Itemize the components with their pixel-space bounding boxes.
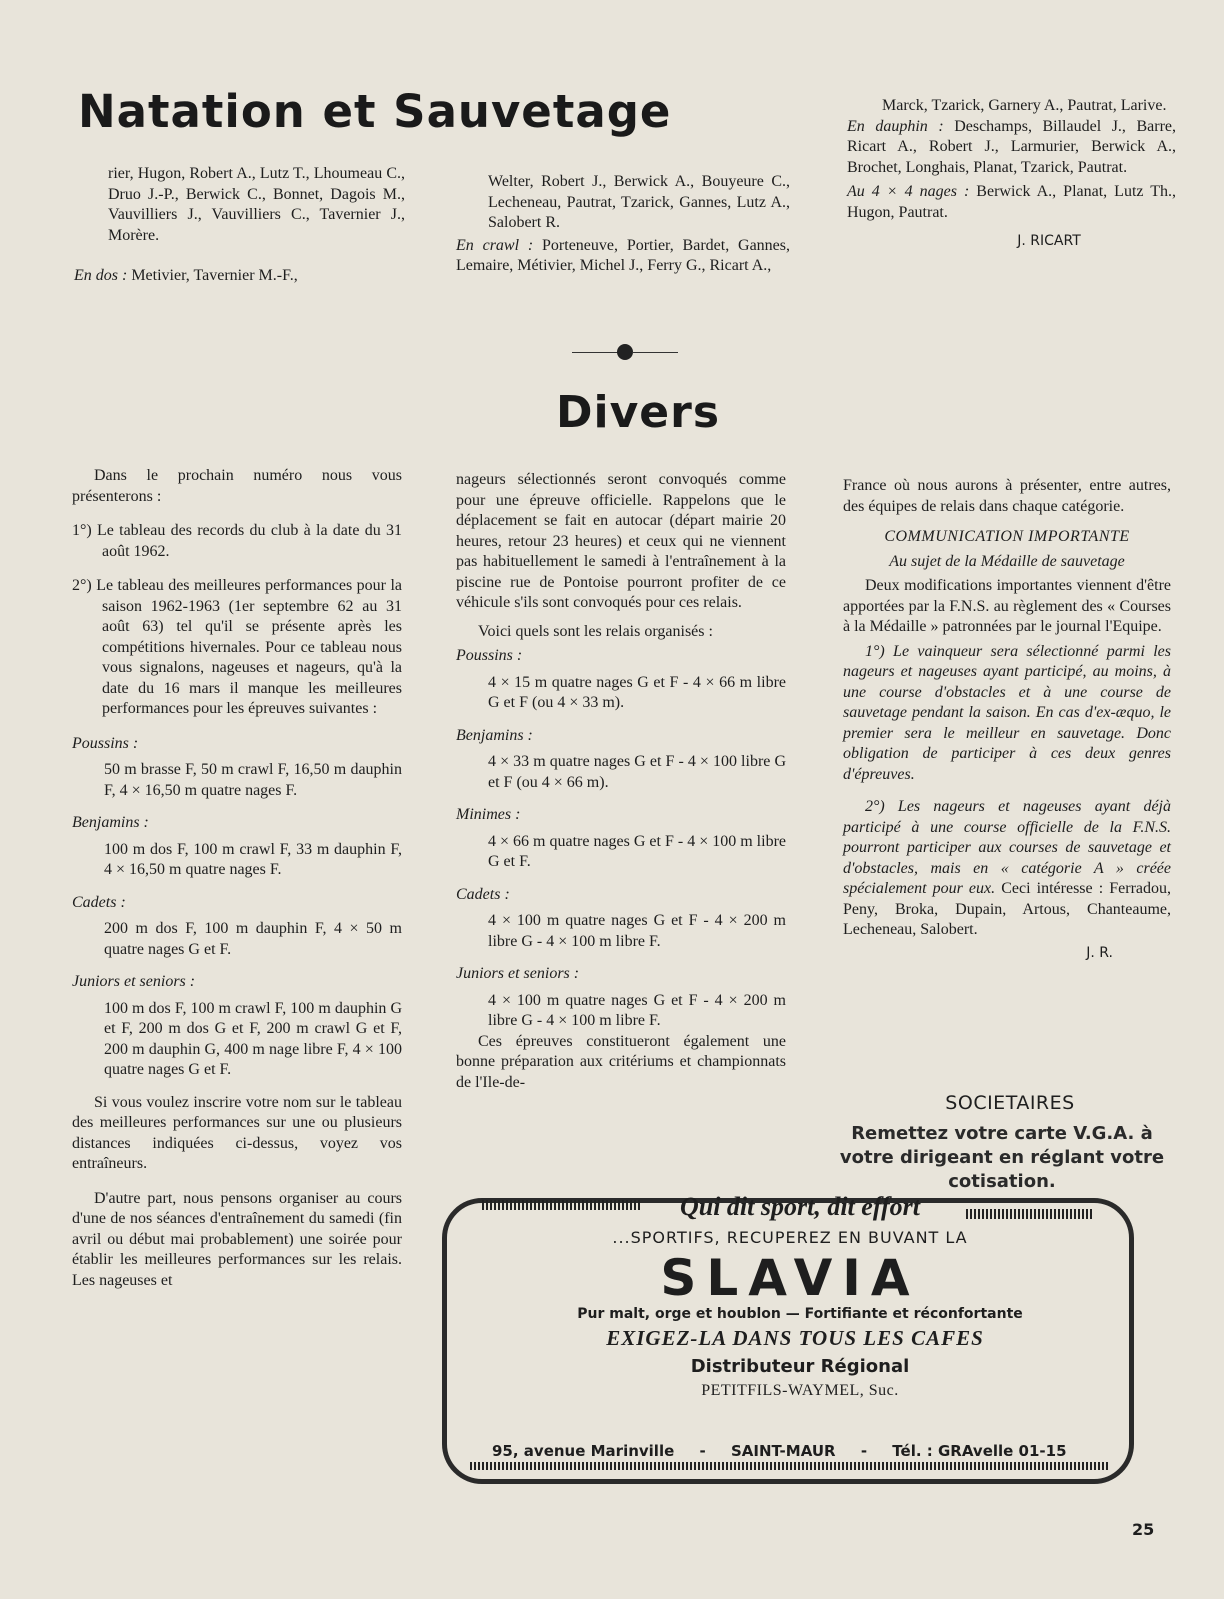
divider-line-right: [632, 352, 678, 353]
advert-separator-2: -: [860, 1442, 868, 1460]
nages-paragraph: [847, 182, 1176, 223]
advert-separator-1: -: [699, 1442, 706, 1460]
natation-col1-paragraph: rier, Hugon, Robert A., Lutz T., Lhoumeau C., Druo J.-P., Berwick C., Bonnet, Dagois M., Vauvilliers J., Vauvilliers C., Tavernier J., Morère.: [108, 165, 405, 244]
advert-line-3: EXIGEZ-LA DANS TOUS LES CAFES: [606, 1326, 984, 1350]
divers-column-1: [72, 466, 402, 1305]
advert-top-bar-left: [482, 1200, 642, 1210]
advert-line-4: Distributeur Régional: [690, 1356, 910, 1377]
advert-phone: Tél. : GRAvelle 01-15: [892, 1442, 1067, 1460]
epreuves-paragraph: Ces épreuves constitueront également une bonne préparation aux critériums et championnats de l'Ile-de-: [456, 1032, 786, 1091]
paragraph-autre-part: D'autre part, nous pensons organiser au cours d'une de nos séances d'entraînement du samedi (fin avril ou début mai probablement) une soirée pour établir les meilleures performances sur les relais. Les nageuses et: [72, 1189, 402, 1289]
advert-bottom-bar: [470, 1462, 1110, 1470]
natation-column-2: [456, 172, 791, 291]
poussins-text: 50 m brasse F, 50 m crawl F, 16,50 m dauphin F, 4 × 16,50 m quatre nages F.: [104, 761, 402, 799]
natation-dos-paragraph: [74, 266, 405, 287]
divers-item-1: 1°) Le tableau des records du club à la date du 31 août 1962.: [72, 522, 402, 560]
rule-2-names: Ceci intéresse : Ferradou, Peny, Broka, Dupain, Artous, Chanteaume, Lecheneau, Salobert.: [843, 880, 1172, 938]
natation-col3-paragraph: Marck, Tzarick, Garnery A., Pautrat, Larive.: [882, 97, 1167, 114]
dos-label: En dos :: [74, 267, 128, 284]
paragraph-inscrire: Si vous voulez inscrire votre nom sur le tableau des meilleures performances sur une ou plusieurs distances indiquées ci-dessus, voyez vos entraîneurs.: [72, 1093, 402, 1172]
section-title-natation: Natation et Sauvetage: [78, 85, 672, 138]
modifications-paragraph: Deux modifications importantes viennent d'être apportées par la F.N.S. au règlement des « Courses à la Médaille » patronnées par le journal l'Equipe.: [843, 577, 1171, 635]
signature-ricart: J. RICART: [1017, 233, 1081, 249]
crawl-label: En crawl :: [456, 236, 534, 254]
communication-title: COMMUNICATION IMPORTANTE: [884, 528, 1130, 545]
relais-cadets-label: Cadets :: [456, 885, 510, 903]
relais-minimes-text: 4 × 66 m quatre nages G et F - 4 × 100 m libre G et F.: [488, 832, 786, 870]
rule-2-paragraph: [843, 797, 1171, 941]
dauphin-paragraph: [847, 117, 1176, 179]
poussins-label: Poussins :: [72, 734, 139, 752]
advert-top-bar-right: [966, 1209, 1094, 1219]
rule-2-italic: 2°) Les nageurs et nageuses ayant déjà participé à une course officielle de la F.N.S. pourront participer aux courses de sauvetage et d'obstacles, mais en « catégorie A » créée spécialement pour eux.: [843, 798, 1171, 897]
divers-col3-paragraph: France où nous aurons à présenter, entre autres, des équipes de relais dans chaque catégorie.: [843, 477, 1171, 515]
dauphin-label: En dauphin :: [847, 117, 944, 135]
crawl-paragraph: [456, 236, 790, 277]
divers-item-2: 2°) Le tableau des meilleures performances pour la saison 1962-1963 (1er septembre 62 au 31 août 63) tel qu'il se présente après les compétitions hivernales. Pour ce tableau nous vous signalons, nageuses et nageurs, qu'à la date du 16 mars il manque les meilleures performances pour les épreuves suivantes :: [72, 577, 402, 717]
natation-col2-paragraph: Welter, Robert J., Berwick A., Bouyeure C., Lecheneau, Pautrat, Tzarick, Gannes, Lutz A., Salobert R.: [488, 173, 790, 231]
benjamins-text: 100 m dos F, 100 m crawl F, 33 m dauphin F, 4 × 16,50 m quatre nages F.: [104, 840, 402, 878]
advert-address-line: [492, 1442, 1102, 1460]
relais-minimes-label: Minimes :: [456, 806, 521, 823]
relais-intro: Voici quels sont les relais organisés :: [478, 622, 713, 640]
divers-column-3: [843, 476, 1171, 977]
juniors-label: Juniors et seniors :: [72, 973, 196, 990]
dauphin-text: Deschamps, Billaudel J., Barre, Ricart A., Robert J., Larmurier, Berwick A., Brochet, Longhais, Planat, Tzarick, Pautrat.: [847, 117, 1176, 176]
communication-subtitle: Au sujet de la Médaille de sauvetage: [889, 552, 1125, 570]
relais-poussins-text: 4 × 15 m quatre nages G et F - 4 × 66 m libre G et F (ou 4 × 33 m).: [488, 673, 786, 711]
nages-text: Berwick A., Planat, Lutz Th., Hugon, Pautrat.: [847, 183, 1177, 221]
rule-1-paragraph: 1°) Le vainqueur sera sélectionné parmi les nageurs et nageuses ayant participé, au moins, à une course d'obstacles et à une course de sauvetage pendant la saison. En cas d'ex-æquo, le premier sera le meilleur en sauvetage. Donc obligation de participer à ces deux genres d'épreuves.: [843, 642, 1171, 783]
divers-column-2: [456, 470, 786, 1107]
advert-city: SAINT-MAUR: [730, 1442, 836, 1460]
cadets-text: 200 m dos F, 100 m dauphin F, 4 × 50 m quatre nages G et F.: [104, 920, 402, 958]
section-title-divers: Divers: [556, 387, 721, 438]
relais-cadets-text: 4 × 100 m quatre nages G et F - 4 × 200 m libre G - 4 × 100 m libre F.: [488, 912, 786, 950]
advert-slogan: Qui dit sport, dit effort: [679, 1192, 921, 1221]
juniors-text: 100 m dos F, 100 m crawl F, 100 m dauphin G et F, 200 m dos G et F, 200 m crawl G et F, 200 m dauphin G, 400 m nage libre F, 4 × 100 quatre nages G et F.: [104, 999, 402, 1078]
dos-text: Metivier, Tavernier M.-F.,: [127, 267, 298, 284]
advert-brand: SLAVIA: [660, 1249, 920, 1307]
relais-benjamins-label: Benjamins :: [456, 726, 533, 744]
relais-benjamins-text: 4 × 33 m quatre nages G et F - 4 × 100 libre G et F (ou 4 × 66 m).: [488, 753, 786, 791]
signature-jr: J. R.: [1086, 944, 1113, 961]
relais-juniors-label: Juniors et seniors :: [456, 965, 580, 982]
relais-juniors-text: 4 × 100 m quatre nages G et F - 4 × 200 m libre G - 4 × 100 m libre F.: [488, 991, 786, 1029]
cadets-label: Cadets :: [72, 893, 126, 911]
societaires-title: SOCIETAIRES: [945, 1092, 1075, 1114]
natation-column-3: [847, 96, 1177, 266]
nages-label: Au 4 × 4 nages :: [847, 183, 970, 200]
page-number: 25: [1132, 1520, 1155, 1539]
natation-column-1: [74, 164, 405, 301]
advert-line-5: PETITFILS-WAYMEL, Suc.: [701, 1382, 899, 1399]
relais-poussins-label: Poussins :: [456, 647, 523, 664]
divers-col2-paragraph: nageurs sélectionnés seront convoqués comme pour une épreuve officielle. Rappelons que le déplacement se fait en autocar (départ mairie 20 heures, retour 23 heures) et ceux qui ne viennent pas habituellement le samedi à l'entraînement à la piscine rue de Pontoise pourront profiter de ce véhicule s'ils sont convoqués pour ces relais.: [456, 471, 786, 611]
benjamins-label: Benjamins :: [72, 814, 149, 831]
advert-line-1: ...SPORTIFS, RECUPEREZ EN BUVANT LA: [612, 1228, 968, 1247]
advert-address: 95, avenue Marinville: [492, 1442, 675, 1460]
advert-line-2: Pur malt, orge et houblon — Fortifiante et réconfortante: [577, 1306, 1023, 1322]
divers-intro: Dans le prochain numéro nous vous présenterons :: [72, 467, 402, 505]
divider-dot: [617, 344, 633, 360]
societaires-text: Remettez votre carte V.G.A. à votre dirigeant en réglant votre cotisation.: [839, 1123, 1165, 1192]
crawl-text: Porteneuve, Portier, Bardet, Gannes, Lemaire, Métivier, Michel J., Ferry G., Ricart A.,: [456, 236, 791, 274]
